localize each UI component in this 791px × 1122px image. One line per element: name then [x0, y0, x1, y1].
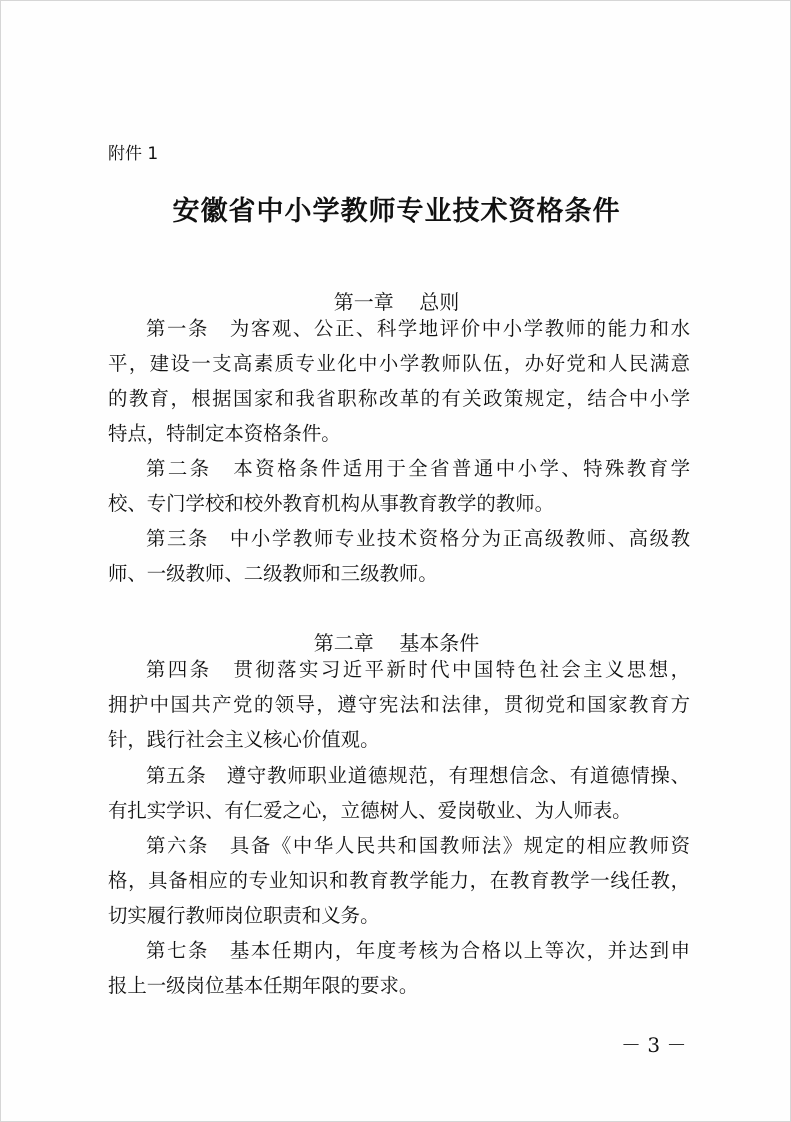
- text-line: 第六条 具备《中华人民共和国教师法》规定的相应教师资: [146, 834, 690, 857]
- text-line: 特点，特制定本资格条件。: [108, 422, 341, 445]
- text-line: 第二条 本资格条件适用于全省普通中小学、特殊教育学: [146, 457, 690, 480]
- text-line: 校、专门学校和校外教育机构从事教育教学的教师。: [108, 492, 554, 515]
- text-line: 有扎实学识、有仁爱之心，立德树人、爱岗敬业、为人师表。: [108, 799, 632, 822]
- attachment-label: 附件 1: [108, 144, 159, 164]
- text-line: 格，具备相应的专业知识和教育教学能力，在教育教学一线任教，: [108, 869, 690, 892]
- text-line: 第一条 为客观、公正、科学地评价中小学教师的能力和水: [146, 317, 690, 340]
- text-line: 的教育，根据国家和我省职称改革的有关政策规定，结合中小学: [108, 387, 690, 410]
- text-line: 师、一级教师、二级教师和三级教师。: [108, 562, 438, 585]
- text-line: 第四条 贯彻落实习近平新时代中国特色社会主义思想，: [146, 658, 690, 681]
- text-line: 第七条 基本任期内，年度考核为合格以上等次，并达到申: [146, 939, 690, 962]
- chapter-heading: 第二章 基本条件: [313, 631, 480, 655]
- text-line: 报上一级岗位基本任期年限的要求。: [108, 974, 419, 997]
- document-title: 安徽省中小学教师专业技术资格条件: [172, 196, 621, 227]
- text-line: 拥护中国共产党的领导，遵守宪法和法律，贯彻党和国家教育方: [108, 693, 690, 716]
- text-line: 切实履行教师岗位职责和义务。: [108, 904, 380, 927]
- text-line: 第五条 遵守教师职业道德规范，有理想信念、有道德情操、: [146, 764, 690, 787]
- page-number: － 3 －: [621, 1033, 687, 1057]
- text-line: 第三条 中小学教师专业技术资格分为正高级教师、高级教: [146, 527, 690, 550]
- text-line: 针，践行社会主义核心价值观。: [108, 728, 380, 751]
- text-line: 平，建设一支高素质专业化中小学教师队伍，办好党和人民满意: [108, 352, 690, 375]
- chapter-heading: 第一章 总则: [333, 290, 460, 314]
